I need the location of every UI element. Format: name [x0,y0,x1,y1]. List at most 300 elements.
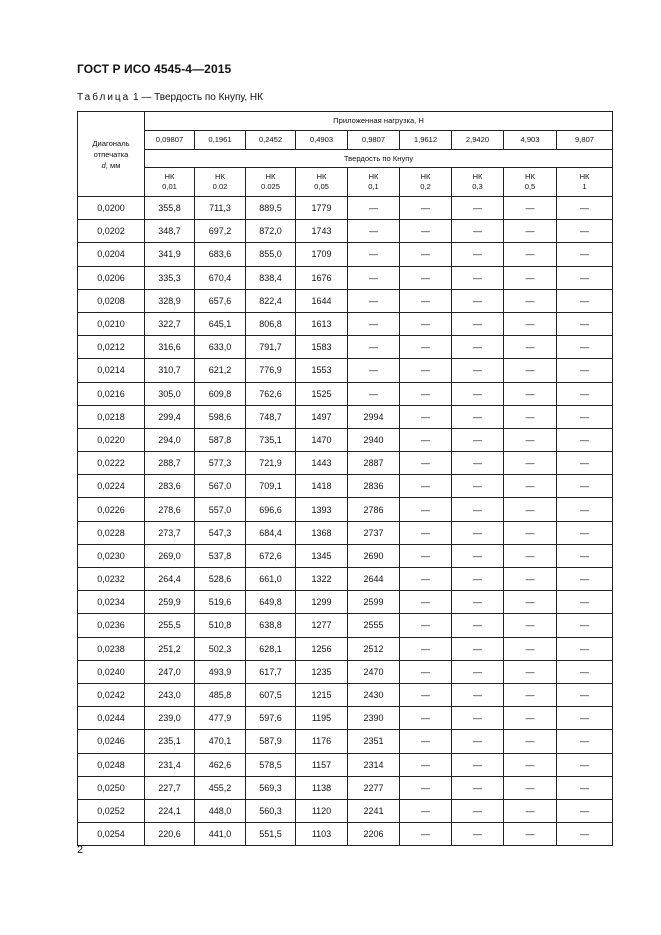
diagonal-cell: 0,0206 [78,266,145,289]
diagonal-cell: 0,0224 [78,475,145,498]
table-row [78,382,613,405]
scale-label: НК [525,172,535,181]
hardness-cell: 537,8 [195,544,246,567]
hardness-cell: 477,9 [195,707,246,730]
hardness-cell: — [452,266,504,289]
scale-header-cell [296,168,348,197]
hardness-cell: 560,3 [246,799,296,822]
hardness-cell: 299,4 [145,405,195,428]
hardness-cell: — [348,243,400,266]
hardness-cell: 1393 [296,498,348,521]
hardness-cell: 776,9 [246,359,296,382]
hardness-cell: 1644 [296,289,348,312]
hardness-cell: — [452,544,504,567]
hardness-cell: 1157 [296,753,348,776]
hardness-cell: — [504,475,557,498]
hardness-cell: 1345 [296,544,348,567]
hardness-cell: — [400,753,452,776]
hardness-cell: 1553 [296,359,348,382]
hardness-cell: 587,8 [195,428,246,451]
table-row [78,753,613,776]
hardness-cell: 598,6 [195,405,246,428]
scale-header-cell [246,168,296,197]
hardness-cell: — [557,521,613,544]
hardness-cell: — [452,452,504,475]
hardness-cell: 657,6 [195,289,246,312]
hardness-cell: — [504,498,557,521]
hardness-cell: 519,6 [195,591,246,614]
hardness-cell: 1195 [296,707,348,730]
table-row [78,197,613,220]
hardness-cell: 1470 [296,428,348,451]
hardness-cell: — [557,243,613,266]
hardness-cell: 2314 [348,753,400,776]
hardness-cell: — [557,753,613,776]
diagonal-cell: 0,0218 [78,405,145,428]
hardness-cell: 502,3 [195,637,246,660]
hardness-cell: 341,9 [145,243,195,266]
hardness-cell: 1176 [296,730,348,753]
hardness-cell: 310,7 [145,359,195,382]
hardness-cell: 2512 [348,637,400,660]
hardness-cell: — [348,197,400,220]
hardness-cell: 1709 [296,243,348,266]
hardness-cell: 645,1 [195,312,246,335]
hardness-cell: — [504,614,557,637]
load-value-cell: 4,903 [504,131,557,150]
load-value-cell: 0,09807 [145,131,195,150]
hardness-cell: 711,3 [195,197,246,220]
hardness-cell: — [557,637,613,660]
hardness-cell: 670,4 [195,266,246,289]
table-row [78,428,613,451]
diagonal-header [78,112,145,197]
hardness-cell: 305,0 [145,382,195,405]
hardness-cell: 1443 [296,452,348,475]
diagonal-unit: , мм [105,160,121,170]
hardness-cell: 448,0 [195,799,246,822]
hardness-cell: — [400,730,452,753]
hardness-cell: 288,7 [145,452,195,475]
hardness-cell: 1256 [296,637,348,660]
hardness-cell: — [452,405,504,428]
hardness-cell: 510,8 [195,614,246,637]
table-row [78,336,613,359]
hardness-cell: 617,7 [246,660,296,683]
hardness-cell: 607,5 [246,683,296,706]
hardness-cell: 621,2 [195,359,246,382]
diagonal-cell: 0,0248 [78,753,145,776]
hardness-cell: — [452,799,504,822]
hardness-cell: 462,6 [195,753,246,776]
hardness-cell: — [452,683,504,706]
hardness-cell: 247,0 [145,660,195,683]
hardness-cell: 251,2 [145,637,195,660]
hardness-cell: — [557,823,613,846]
hardness-cell: 2555 [348,614,400,637]
diagonal-cell: 0,0228 [78,521,145,544]
hardness-cell: — [557,498,613,521]
hardness-cell: — [504,544,557,567]
hardness-cell: 2940 [348,428,400,451]
hardness-cell: — [452,289,504,312]
hardness-cell: — [452,614,504,637]
scale-label: НК [265,172,276,181]
hardness-cell: — [348,289,400,312]
hardness-cell: 2887 [348,452,400,475]
hardness-cell: — [452,359,504,382]
hardness-cell: 696,6 [246,498,296,521]
hardness-cell: 638,8 [246,614,296,637]
hardness-cell: — [557,452,613,475]
page-number: 2 [77,844,84,856]
hardness-cell: — [504,266,557,289]
table-row [78,591,613,614]
diagonal-cell: 0,0210 [78,312,145,335]
hardness-cell: — [557,382,613,405]
hardness-cell: 587,9 [246,730,296,753]
hardness-cell: 2644 [348,568,400,591]
hardness-cell: 551,5 [246,823,296,846]
table-row [78,683,613,706]
hardness-cell: 1613 [296,312,348,335]
hardness-cell: — [400,660,452,683]
scale-sub: 0.02 [212,182,228,191]
hardness-cell: — [452,498,504,521]
hardness-cell: — [504,197,557,220]
scale-sub: 0,01 [162,182,177,191]
hardness-cell: 294,0 [145,428,195,451]
hardness-cell: 231,4 [145,753,195,776]
hardness-cell: — [557,312,613,335]
table-row [78,475,613,498]
table-caption-text: 1 — Твердость по Кнупу, НК [133,92,263,103]
hardness-cell: — [504,452,557,475]
hardness-cell: — [504,799,557,822]
hardness-cell: 855,0 [246,243,296,266]
table-caption-prefix: Таблица [77,92,131,103]
hardness-cell: 1277 [296,614,348,637]
diagonal-cell: 0,0222 [78,452,145,475]
hardness-cell: — [400,336,452,359]
header-row-scales [78,168,613,197]
hardness-cell: 633,0 [195,336,246,359]
scale-header-cell [195,168,246,197]
diagonal-cell: 0,0250 [78,776,145,799]
table-row [78,776,613,799]
hardness-cell: — [504,753,557,776]
hardness-cell: 661,0 [246,568,296,591]
hardness-cell: — [452,243,504,266]
hardness-cell: — [557,336,613,359]
hardness-cell: 355,8 [145,197,195,220]
load-value-cell: 0,4903 [296,131,348,150]
hardness-cell: — [557,544,613,567]
hardness-cell: — [400,382,452,405]
hardness-cell: 889,5 [246,197,296,220]
hardness-cell: 335,3 [145,266,195,289]
hardness-cell: 1743 [296,220,348,243]
table-row [78,660,613,683]
hardness-cell: 220,6 [145,823,195,846]
hardness-cell: 224,1 [145,799,195,822]
hardness-cell: — [504,707,557,730]
table-caption [77,92,263,103]
hardness-cell: 2737 [348,521,400,544]
hardness-cell: — [557,475,613,498]
scale-label: НК [368,172,379,181]
load-value-cell: 9,807 [557,131,613,150]
diagonal-cell: 0,0230 [78,544,145,567]
table-row [78,799,613,822]
table-row [78,521,613,544]
hardness-cell: 649,8 [246,591,296,614]
hardness-cell: 1322 [296,568,348,591]
hardness-cell: 684,4 [246,521,296,544]
hardness-cell: 872,0 [246,220,296,243]
header-row-hardness [78,150,613,168]
table-row [78,707,613,730]
hardness-cell: 735,1 [246,428,296,451]
scale-header-cell [400,168,452,197]
diagonal-cell: 0,0252 [78,799,145,822]
scale-sub: 0,5 [524,182,536,191]
table-row [78,823,613,846]
hardness-cell: 243,0 [145,683,195,706]
hardness-cell: — [504,637,557,660]
hardness-cell: 322,7 [145,312,195,335]
table-row [78,498,613,521]
hardness-cell: 278,6 [145,498,195,521]
hardness-cell: — [400,428,452,451]
hardness-cell: 721,9 [246,452,296,475]
diagonal-cell: 0,0238 [78,637,145,660]
hardness-cell: 2470 [348,660,400,683]
hardness-cell: — [452,753,504,776]
header-row-load-values [78,131,613,150]
hardness-cell: 838,4 [246,266,296,289]
hardness-cell: — [504,243,557,266]
load-value-cell: 0,9807 [348,131,400,150]
hardness-cell: 1215 [296,683,348,706]
table-row [78,243,613,266]
hardness-cell: — [400,521,452,544]
hardness-cell: 1103 [296,823,348,846]
hardness-cell: — [557,707,613,730]
scale-label: НК [420,172,431,181]
load-value-cell: 2,9420 [452,131,504,150]
hardness-cell: 557,0 [195,498,246,521]
hardness-cell: 235,1 [145,730,195,753]
hardness-cell: 672,6 [246,544,296,567]
hardness-header: Твердость по Кнупу [145,150,613,168]
hardness-cell: — [452,197,504,220]
hardness-cell: 609,8 [195,382,246,405]
hardness-cell: 493,9 [195,660,246,683]
scale-sub: 0.025 [260,182,280,191]
hardness-cell: 273,7 [145,521,195,544]
hardness-cell: — [504,568,557,591]
hardness-cell: — [452,428,504,451]
scale-label: НК [472,172,483,181]
hardness-cell: — [400,707,452,730]
hardness-cell: 264,4 [145,568,195,591]
knoop-hardness-table [77,111,613,846]
table-row [78,359,613,382]
scale-sub: 0,2 [420,182,431,191]
hardness-cell: 1583 [296,336,348,359]
scale-label: НК [316,172,327,181]
hardness-cell: 255,5 [145,614,195,637]
scale-sub: 1 [582,182,587,191]
hardness-cell: — [348,312,400,335]
hardness-cell: — [504,220,557,243]
table-head [78,112,613,197]
hardness-cell: 2206 [348,823,400,846]
hardness-cell: — [557,289,613,312]
diagonal-cell: 0,0242 [78,683,145,706]
hardness-cell: — [400,799,452,822]
diagonal-cell: 0,0232 [78,568,145,591]
hardness-cell: 748,7 [246,405,296,428]
hardness-cell: 577,3 [195,452,246,475]
hardness-cell: — [452,591,504,614]
hardness-cell: — [400,312,452,335]
hardness-cell: 822,4 [246,289,296,312]
hardness-cell: 1497 [296,405,348,428]
hardness-cell: 578,5 [246,753,296,776]
scale-label: НК [579,172,590,181]
table-row [78,220,613,243]
table-body [78,197,613,846]
table-row [78,568,613,591]
hardness-cell: — [400,220,452,243]
hardness-cell: 2786 [348,498,400,521]
hardness-cell: 597,6 [246,707,296,730]
hardness-cell: — [557,591,613,614]
hardness-cell: — [504,730,557,753]
hardness-cell: 547,3 [195,521,246,544]
hardness-cell: 2994 [348,405,400,428]
hardness-cell: — [504,405,557,428]
diagonal-cell: 0,0200 [78,197,145,220]
hardness-cell: — [348,220,400,243]
hardness-cell: — [452,336,504,359]
hardness-cell: — [504,521,557,544]
hardness-cell: — [452,475,504,498]
diagonal-cell: 0,0208 [78,289,145,312]
hardness-cell: — [504,776,557,799]
diagonal-cell: 0,0234 [78,591,145,614]
hardness-cell: — [452,776,504,799]
hardness-cell: 1676 [296,266,348,289]
hardness-cell: — [400,776,452,799]
scale-sub: 0,1 [368,182,379,191]
scale-label: НК [164,172,175,181]
load-value-cell: 0,2452 [246,131,296,150]
hardness-cell: 2351 [348,730,400,753]
table-row [78,544,613,567]
hardness-cell: — [557,220,613,243]
hardness-cell: 567,0 [195,475,246,498]
hardness-cell: 806,8 [246,312,296,335]
hardness-cell: — [400,405,452,428]
table-row [78,405,613,428]
table-row [78,614,613,637]
diagonal-symbol: d [101,160,106,170]
diagonal-cell: 0,0214 [78,359,145,382]
hardness-cell: 239,0 [145,707,195,730]
hardness-cell: — [400,266,452,289]
hardness-cell: 762,6 [246,382,296,405]
diagonal-cell: 0,0220 [78,428,145,451]
hardness-cell: — [557,799,613,822]
hardness-cell: 441,0 [195,823,246,846]
hardness-cell: 2390 [348,707,400,730]
hardness-cell: — [557,266,613,289]
hardness-cell: 1299 [296,591,348,614]
hardness-cell: — [348,336,400,359]
hardness-cell: 697,2 [195,220,246,243]
hardness-cell: — [504,591,557,614]
diagonal-cell: 0,0240 [78,660,145,683]
hardness-cell: — [452,823,504,846]
hardness-cell: — [557,405,613,428]
hardness-cell: 1120 [296,799,348,822]
hardness-cell: 470,1 [195,730,246,753]
diagonal-cell: 0,0212 [78,336,145,359]
hardness-cell: — [348,359,400,382]
hardness-cell: — [557,683,613,706]
hardness-cell: — [400,359,452,382]
hardness-cell: 2241 [348,799,400,822]
hardness-cell: 628,1 [246,637,296,660]
hardness-cell: — [504,683,557,706]
hardness-cell: — [504,359,557,382]
diagonal-cell: 0,0244 [78,707,145,730]
hardness-cell: — [504,312,557,335]
hardness-cell: — [557,359,613,382]
hardness-cell: — [557,614,613,637]
table-row [78,312,613,335]
load-header: Приложенная нагрузка, Н [145,112,613,131]
hardness-cell: 283,6 [145,475,195,498]
hardness-cell: — [504,428,557,451]
hardness-cell: — [452,568,504,591]
hardness-cell: 485,8 [195,683,246,706]
hardness-cell: 1525 [296,382,348,405]
hardness-cell: — [452,382,504,405]
scale-label: НК [215,172,225,181]
hardness-cell: — [452,521,504,544]
hardness-cell: — [400,568,452,591]
hardness-cell: — [504,823,557,846]
hardness-cell: 2690 [348,544,400,567]
hardness-cell: 1235 [296,660,348,683]
scale-sub: 0,05 [314,182,329,191]
table-row [78,452,613,475]
hardness-cell: 259,9 [145,591,195,614]
hardness-cell: — [504,660,557,683]
scale-header-cell [452,168,504,197]
hardness-cell: — [557,428,613,451]
hardness-cell: — [400,475,452,498]
load-value-cell: 0,1961 [195,131,246,150]
hardness-cell: 528,6 [195,568,246,591]
diagonal-cell: 0,0254 [78,823,145,846]
hardness-cell: 791,7 [246,336,296,359]
hardness-cell: 227,7 [145,776,195,799]
